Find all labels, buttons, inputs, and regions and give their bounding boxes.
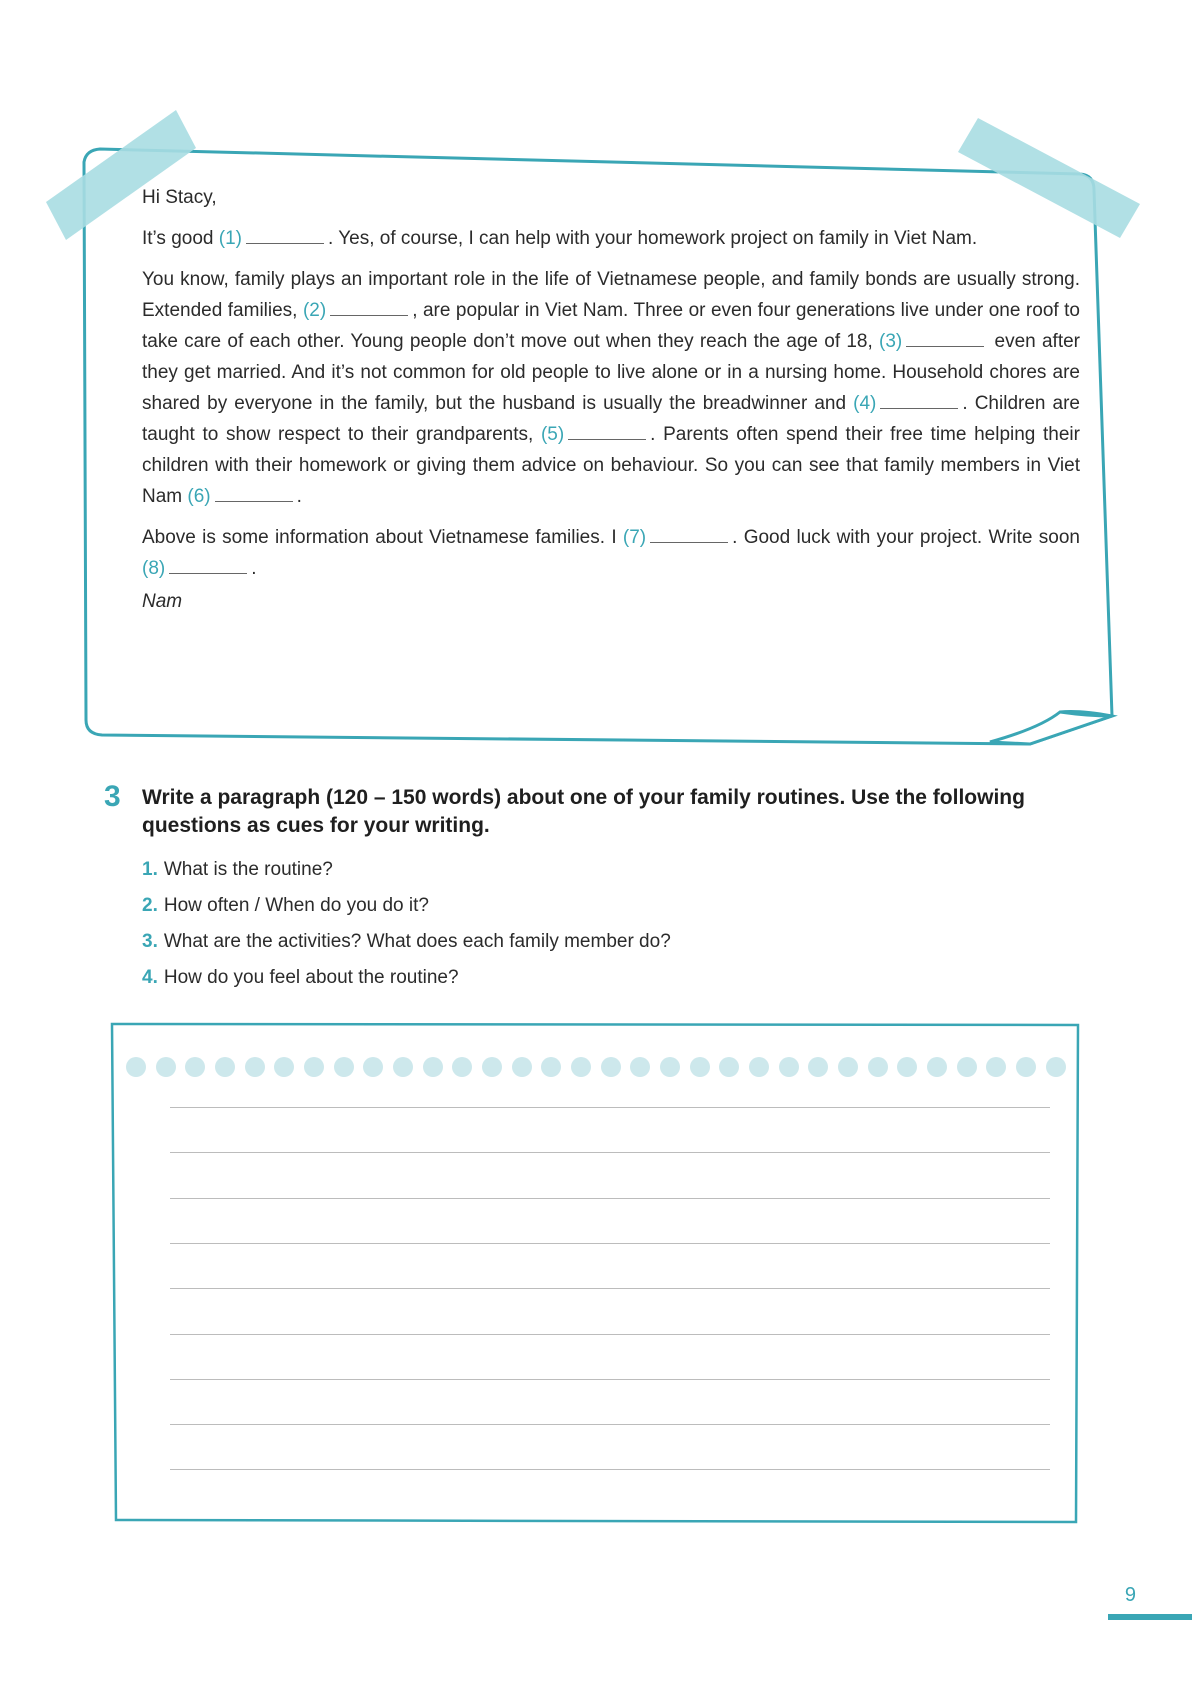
task-instruction: Write a paragraph (120 – 150 words) about one of your family routines. Use the following questions as cues for your writing. <box>142 786 1025 837</box>
question-number: 3. <box>142 931 158 952</box>
question-text: What are the activities? What does each family member do? <box>163 931 671 952</box>
question-number: 4. <box>142 967 158 988</box>
decorative-dot <box>571 1057 591 1077</box>
decorative-dot <box>215 1057 235 1077</box>
page-number: 9 <box>1124 1584 1136 1606</box>
decorative-dot <box>1046 1057 1066 1077</box>
question-number: 2. <box>142 895 158 916</box>
decorative-dot <box>749 1057 769 1077</box>
decorative-dot <box>690 1057 710 1077</box>
question-text: What is the routine? <box>163 859 333 880</box>
blank-number-3: (3) <box>879 331 903 352</box>
decorative-dot <box>245 1057 265 1077</box>
blank-number-8: (8) <box>142 558 166 579</box>
text: Above is some information about Vietnamese families. I <box>142 527 623 548</box>
text: . <box>251 558 257 579</box>
decorative-dot <box>1016 1057 1036 1077</box>
decorative-dot <box>986 1057 1006 1077</box>
decorative-dot <box>334 1057 354 1077</box>
writing-line <box>170 1107 1050 1108</box>
page-number-bar <box>1108 1614 1192 1620</box>
letter-signature: Nam <box>142 591 183 612</box>
task-number: 3 <box>104 780 121 813</box>
decorative-dot <box>423 1057 443 1077</box>
decorative-dot <box>482 1057 502 1077</box>
text: . Yes, of course, I can help with your homework project on family in Viet Nam. <box>328 228 978 249</box>
blank-number-5: (5) <box>540 424 565 445</box>
writing-line <box>170 1424 1050 1425</box>
decorative-dot <box>363 1057 383 1077</box>
decorative-dot <box>838 1057 858 1077</box>
decorative-dot <box>274 1057 294 1077</box>
letter-greeting: Hi Stacy, <box>142 187 217 208</box>
decorative-dot <box>927 1057 947 1077</box>
writing-line <box>170 1334 1050 1335</box>
decorative-dot <box>126 1057 146 1077</box>
blank-number-1: (1) <box>218 228 242 249</box>
decorative-dot <box>808 1057 828 1077</box>
decorative-dot <box>393 1057 413 1077</box>
text: , are popular in Viet Nam. Three or even four generations live under one roof to take care of each other. Young people don’t move out when they reach the age of 18, <box>142 300 1080 352</box>
writing-line <box>170 1379 1050 1380</box>
decorative-dot <box>156 1057 176 1077</box>
decorative-dot <box>868 1057 888 1077</box>
decorative-dot <box>897 1057 917 1077</box>
text: . <box>296 486 302 507</box>
text: You know, family plays an important role in the life of Vietnamese people, and family bonds are usually strong. Extended families, <box>142 269 1080 321</box>
blank-number-6: (6) <box>187 486 211 507</box>
decorative-dot <box>779 1057 799 1077</box>
decorative-dot <box>452 1057 472 1077</box>
decorative-dot <box>185 1057 205 1077</box>
writing-line <box>170 1288 1050 1289</box>
text: . Parents often spend their free time helping their children with their homework or giving them advice on behaviour. So you can see that family members in Viet Nam <box>142 424 1080 507</box>
question-text: How often / When do you do it? <box>163 895 429 916</box>
writing-line <box>170 1152 1050 1153</box>
blank-number-4: (4) <box>853 393 877 414</box>
decorative-dot <box>304 1057 324 1077</box>
decorative-dot <box>512 1057 532 1077</box>
decorative-dots <box>126 1057 1066 1077</box>
decorative-dot <box>541 1057 561 1077</box>
text: . Children are taught to show respect to their grandparents, <box>142 393 1080 445</box>
question-number: 1. <box>142 859 158 880</box>
writing-line <box>170 1243 1050 1244</box>
decorative-dot <box>719 1057 739 1077</box>
decorative-dot <box>601 1057 621 1077</box>
blank-number-7: (7) <box>622 527 647 548</box>
blank-number-2: (2) <box>302 300 327 321</box>
writing-line <box>170 1198 1050 1199</box>
decorative-dot <box>660 1057 680 1077</box>
decorative-dot <box>630 1057 650 1077</box>
text: . Good luck with your project. Write soon <box>732 527 1080 548</box>
writing-line <box>170 1469 1050 1470</box>
text: even after they get married. And it’s not common for old people to live alone or in a nursing home. Household chores are shared by everyone in the family, but the husband is usually the breadwinner and <box>142 331 1080 414</box>
question-text: How do you feel about the routine? <box>163 967 459 988</box>
decorative-dot <box>957 1057 977 1077</box>
text: It’s good <box>142 228 219 249</box>
